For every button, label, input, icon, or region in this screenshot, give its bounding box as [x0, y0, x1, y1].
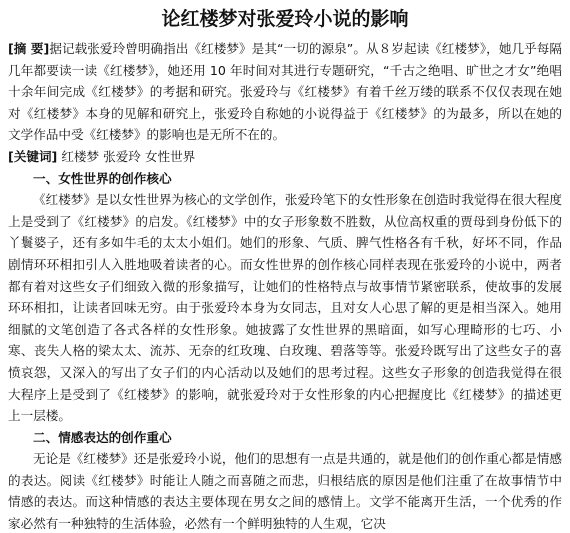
section-body-2: 无论是《红楼梦》还是张爱玲小说，他们的思想有一点是共通的，就是他们的创作重心都是情感的表达。阅读《红楼梦》时能让人随之而喜随之而悲，归根结底的原因是他们注重了在故事情节中情感的表达。而这种情感的表达主要体现在男女之间的感情上。文学不能离开生活，一个优秀的作家必然有一种独特的生活体验，必然有一个鲜明独特的人生观，它决 — [8, 451, 562, 532]
section-heading-2: 二、情感表达的创作重心 — [33, 429, 172, 445]
section-body-1: 《红楼梦》是以女性世界为核心的文学创作，张爱玲笔下的女性形象在创造时我觉得在很大程度上是受到了《红楼梦》的启发。《红楼梦》中的女子形象数不胜数，从位高权重的贾母到身份低下的丫鬟婆子，还有多如牛毛的太太小姐们。她们的形象、气质、脾气性格各有千秋，好坏不同，作品剧情环环相扣引人入胜地吸着读者的心。而女性世界的创作核心同样表现在张爱玲的小说中，两者都有着对这些女子们细致入微的形象描写，让她们的性格特点与故事情节紧密联系，使故事的发展环环相扣，让读者回味无穷。由于张爱玲本身为女同志，且对女人心思了解的更是相当深入。她用细腻的文笔创造了各式各样的女性形象。她披露了女性世界的黑暗面，如写心理畸形的七巧、小寒、丧失人格的梁太太、流苏、无奈的红玫瑰、白玫瑰、碧落等等。张爱玲既写出了这些女子的喜愤哀怨，又深入的写出了女子们的内心活动以及她们的思考过程。这些女子形象的创造我觉得在很大程序上是受到了《红楼梦》的影响，就张爱玲对于女性形象的内心把握度比《红楼梦》的描述更上一层楼。 — [8, 192, 562, 424]
abstract-label: [摘 要] — [8, 41, 50, 56]
keywords-line — [8, 146, 562, 168]
article-title: 论红楼梦对张爱玲小说的影响 — [161, 8, 409, 30]
section-heading-1: 一、女性世界的创作核心 — [33, 170, 172, 186]
keywords-text: 红楼梦 张爱玲 女性世界 — [61, 148, 196, 164]
abstract-paragraph — [8, 38, 562, 146]
abstract-text: 据记载张爱玲曾明确指出《红楼梦》是其“一切的源泉”。从８岁起读《红楼梦》，她几乎每隔几年都要读一读《红楼梦》，她还用 10 年时间对其进行专题研究，“千古之绝唱、旷世之才女”绝唱十余年间完成《红楼梦》的考据和研究。张爱玲与《红楼梦》有着千丝万缕的联系不仅仅表现在她对《红楼梦》本身的见解和研究上，张爱玲自称她的小说得益于《红楼梦》的为最多，所以在她的文学作品中受《红楼梦》的影响也是无所不在的。 — [8, 41, 562, 143]
keywords-label: [关键词] — [8, 148, 58, 164]
